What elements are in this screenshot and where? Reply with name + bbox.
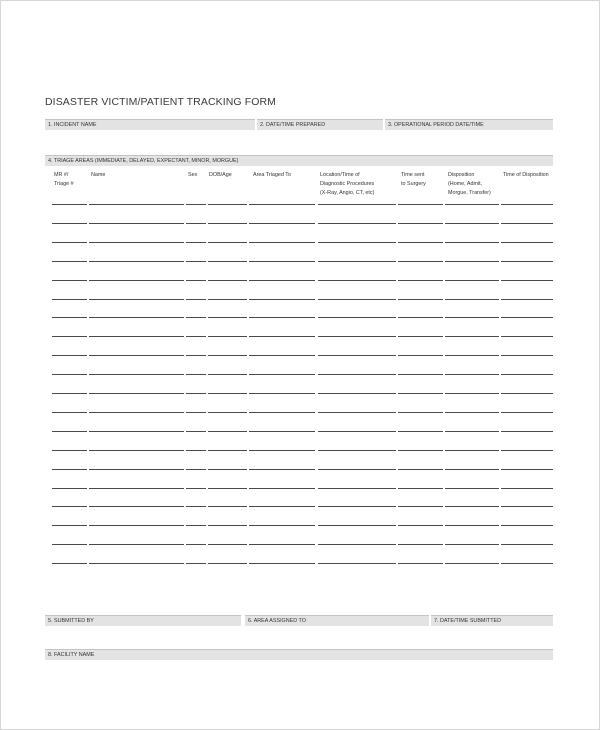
table-row-line[interactable] xyxy=(445,374,499,375)
column-header-time-sent-surgery xyxy=(401,171,426,189)
table-row-line[interactable] xyxy=(445,317,499,318)
table-row-line[interactable] xyxy=(89,299,184,300)
table-row-line[interactable] xyxy=(445,431,499,432)
table-row-line[interactable] xyxy=(445,355,499,356)
column-header-line: to Surgery xyxy=(401,181,426,187)
table-row-line[interactable] xyxy=(318,431,396,432)
table-row-line[interactable] xyxy=(52,544,87,545)
table-row-line[interactable] xyxy=(52,280,87,281)
table-row-line[interactable] xyxy=(186,374,206,375)
table-row-line[interactable] xyxy=(318,506,396,507)
table-row-line[interactable] xyxy=(249,336,315,337)
table-row-line[interactable] xyxy=(501,393,553,394)
table-row-line[interactable] xyxy=(186,242,206,243)
table-row-line[interactable] xyxy=(208,374,247,375)
table-row-line[interactable] xyxy=(318,242,396,243)
table-row-line[interactable] xyxy=(445,544,499,545)
table-row-line[interactable] xyxy=(501,223,553,224)
column-header-time-disposition xyxy=(503,171,549,180)
table-row-line[interactable] xyxy=(186,450,206,451)
table-row-line[interactable] xyxy=(398,469,443,470)
table-row-line[interactable] xyxy=(501,544,553,545)
table-row-line[interactable] xyxy=(398,242,443,243)
table-row-line[interactable] xyxy=(186,317,206,318)
table-row-line[interactable] xyxy=(249,317,315,318)
column-header-diagnostic-procedures xyxy=(320,171,374,198)
column-header-line: Disposition xyxy=(448,172,475,178)
table-row-line[interactable] xyxy=(398,488,443,489)
table-row-line[interactable] xyxy=(208,261,247,262)
table-row-line[interactable] xyxy=(186,525,206,526)
table-row-line[interactable] xyxy=(89,488,184,489)
column-header-line: Triage # xyxy=(54,181,74,187)
table-row-line[interactable] xyxy=(89,544,184,545)
table-row-line[interactable] xyxy=(398,355,443,356)
table-row-line[interactable] xyxy=(89,393,184,394)
operational-period-field[interactable]: 3. OPERATIONAL PERIOD DATE/TIME xyxy=(385,119,553,130)
table-row-line[interactable] xyxy=(52,393,87,394)
table-row-line[interactable] xyxy=(208,336,247,337)
table-row-line[interactable] xyxy=(318,563,396,564)
table-row-line[interactable] xyxy=(249,450,315,451)
facility-name-field[interactable]: 8. FACILITY NAME xyxy=(45,649,553,660)
table-row-line[interactable] xyxy=(501,317,553,318)
table-row-line[interactable] xyxy=(398,317,443,318)
table-row-line[interactable] xyxy=(249,431,315,432)
table-row-line[interactable] xyxy=(186,412,206,413)
column-header-mr-triage xyxy=(54,171,74,189)
table-row-line[interactable] xyxy=(398,336,443,337)
table-row-line[interactable] xyxy=(52,506,87,507)
table-row-line[interactable] xyxy=(249,223,315,224)
table-row-line[interactable] xyxy=(318,280,396,281)
table-row-line[interactable] xyxy=(52,317,87,318)
table-row-line[interactable] xyxy=(89,563,184,564)
table-row-line[interactable] xyxy=(52,469,87,470)
column-header-line: Time sent xyxy=(401,172,425,178)
table-row-line[interactable] xyxy=(318,393,396,394)
table-row-line[interactable] xyxy=(52,261,87,262)
table-row-line[interactable] xyxy=(208,525,247,526)
table-row-line[interactable] xyxy=(208,412,247,413)
column-header-line: (Home, Admit, xyxy=(448,181,483,187)
table-row-line[interactable] xyxy=(318,261,396,262)
table-row-line[interactable] xyxy=(445,469,499,470)
table-row-line[interactable] xyxy=(89,336,184,337)
table-row-line[interactable] xyxy=(445,280,499,281)
table-row-line[interactable] xyxy=(398,393,443,394)
date-time-submitted-field[interactable]: 7. DATE/TIME SUBMITTED xyxy=(431,615,553,626)
table-row-line[interactable] xyxy=(89,261,184,262)
table-row-line[interactable] xyxy=(249,204,315,205)
table-row-line[interactable] xyxy=(501,506,553,507)
triage-areas-bar: 4. TRIAGE AREAS (IMMEDIATE, DELAYED, EXPECTANT, MINOR, MORGUE) xyxy=(45,155,553,166)
table-row-line[interactable] xyxy=(186,261,206,262)
table-row-line[interactable] xyxy=(249,469,315,470)
table-row-line[interactable] xyxy=(52,242,87,243)
column-header-line: Area Triaged To xyxy=(253,172,291,178)
table-row-line[interactable] xyxy=(186,431,206,432)
area-assigned-to-field[interactable]: 6. AREA ASSIGNED TO xyxy=(245,615,429,626)
table-row-line[interactable] xyxy=(52,355,87,356)
table-row-line[interactable] xyxy=(186,469,206,470)
column-header-line: (X-Ray, Angio, CT, etc) xyxy=(320,190,375,196)
table-row-line[interactable] xyxy=(398,299,443,300)
table-row-line[interactable] xyxy=(398,374,443,375)
table-row-line[interactable] xyxy=(501,299,553,300)
table-row-line[interactable] xyxy=(398,412,443,413)
table-row-line[interactable] xyxy=(398,525,443,526)
table-row-line[interactable] xyxy=(208,223,247,224)
column-header-sex xyxy=(188,171,197,180)
table-row-line[interactable] xyxy=(398,506,443,507)
table-row-line[interactable] xyxy=(52,563,87,564)
table-row-line[interactable] xyxy=(186,299,206,300)
table-row-line[interactable] xyxy=(318,450,396,451)
column-header-line: Location/Time of xyxy=(320,172,360,178)
table-row-line[interactable] xyxy=(208,204,247,205)
table-row-line[interactable] xyxy=(249,506,315,507)
table-row-line[interactable] xyxy=(249,488,315,489)
table-row-line[interactable] xyxy=(249,299,315,300)
table-row-line[interactable] xyxy=(89,204,184,205)
table-row-line[interactable] xyxy=(208,393,247,394)
column-header-dob-age xyxy=(209,171,232,180)
table-row-line[interactable] xyxy=(89,412,184,413)
table-row-line[interactable] xyxy=(398,223,443,224)
table-row-line[interactable] xyxy=(52,336,87,337)
table-row-line[interactable] xyxy=(501,374,553,375)
table-row-line[interactable] xyxy=(208,563,247,564)
table-row-line[interactable] xyxy=(398,563,443,564)
table-row-line[interactable] xyxy=(89,525,184,526)
table-row-line[interactable] xyxy=(249,261,315,262)
table-row-line[interactable] xyxy=(249,544,315,545)
table-row-line[interactable] xyxy=(445,393,499,394)
table-row-line[interactable] xyxy=(445,563,499,564)
column-header-line: MR #/ xyxy=(54,172,69,178)
table-row-line[interactable] xyxy=(445,450,499,451)
table-row-line[interactable] xyxy=(186,563,206,564)
table-row-line[interactable] xyxy=(249,525,315,526)
table-row-line[interactable] xyxy=(186,223,206,224)
table-row-line[interactable] xyxy=(208,242,247,243)
table-row-line[interactable] xyxy=(208,431,247,432)
table-row-line[interactable] xyxy=(318,488,396,489)
table-row-line[interactable] xyxy=(89,374,184,375)
column-header-line: Sex xyxy=(188,172,198,178)
table-row-line[interactable] xyxy=(445,412,499,413)
table-row-line[interactable] xyxy=(186,336,206,337)
table-row-line[interactable] xyxy=(445,204,499,205)
column-header-line: Diagnostic Procedures xyxy=(320,181,375,187)
table-row-line[interactable] xyxy=(52,525,87,526)
table-row-line[interactable] xyxy=(501,488,553,489)
column-header-name xyxy=(91,171,105,180)
table-row-line[interactable] xyxy=(445,261,499,262)
table-row-line[interactable] xyxy=(89,469,184,470)
table-row-line[interactable] xyxy=(318,317,396,318)
table-row-line[interactable] xyxy=(398,431,443,432)
table-row-line[interactable] xyxy=(208,544,247,545)
table-row-line[interactable] xyxy=(318,204,396,205)
date-time-prepared-field[interactable]: 2. DATE/TIME PREPARED xyxy=(257,119,383,130)
table-row-line[interactable] xyxy=(186,488,206,489)
table-row-line[interactable] xyxy=(318,299,396,300)
table-row-line[interactable] xyxy=(52,431,87,432)
table-row-line[interactable] xyxy=(186,506,206,507)
table-row-line[interactable] xyxy=(208,355,247,356)
table-row-line[interactable] xyxy=(249,242,315,243)
table-row-line[interactable] xyxy=(501,280,553,281)
table-row-line[interactable] xyxy=(445,488,499,489)
table-row-line[interactable] xyxy=(52,204,87,205)
table-row-line[interactable] xyxy=(318,469,396,470)
table-row-line[interactable] xyxy=(501,469,553,470)
table-row-line[interactable] xyxy=(445,336,499,337)
table-row-line[interactable] xyxy=(89,280,184,281)
table-row-line[interactable] xyxy=(501,431,553,432)
table-row-line[interactable] xyxy=(318,544,396,545)
table-row-line[interactable] xyxy=(398,450,443,451)
column-header-area-triaged xyxy=(253,171,291,180)
table-row-line[interactable] xyxy=(208,280,247,281)
table-row-line[interactable] xyxy=(318,355,396,356)
table-row-line[interactable] xyxy=(52,299,87,300)
table-row-line[interactable] xyxy=(318,374,396,375)
table-row-line[interactable] xyxy=(249,355,315,356)
table-row-line[interactable] xyxy=(501,525,553,526)
table-row-line[interactable] xyxy=(398,261,443,262)
table-row-line[interactable] xyxy=(398,204,443,205)
table-row-line[interactable] xyxy=(186,544,206,545)
column-header-line: Time of Disposition xyxy=(503,172,549,178)
table-row-line[interactable] xyxy=(249,563,315,564)
table-row-line[interactable] xyxy=(52,374,87,375)
table-row-line[interactable] xyxy=(318,525,396,526)
table-row-line[interactable] xyxy=(208,299,247,300)
table-row-line[interactable] xyxy=(445,506,499,507)
table-row-line[interactable] xyxy=(208,469,247,470)
column-header-line: DOB/Age xyxy=(209,172,232,178)
table-row-line[interactable] xyxy=(89,317,184,318)
table-row-line[interactable] xyxy=(89,431,184,432)
table-row-line[interactable] xyxy=(318,336,396,337)
table-row-line[interactable] xyxy=(249,393,315,394)
table-row-line[interactable] xyxy=(445,299,499,300)
table-row-line[interactable] xyxy=(89,355,184,356)
table-row-line[interactable] xyxy=(208,488,247,489)
table-row-line[interactable] xyxy=(398,544,443,545)
table-row-line[interactable] xyxy=(89,450,184,451)
table-row-line[interactable] xyxy=(501,563,553,564)
column-header-disposition xyxy=(448,171,491,198)
table-row-line[interactable] xyxy=(89,242,184,243)
submitted-by-field[interactable]: 5. SUBMITTED BY xyxy=(45,615,241,626)
table-row-line[interactable] xyxy=(186,393,206,394)
table-row-line[interactable] xyxy=(52,488,87,489)
table-row-line[interactable] xyxy=(501,336,553,337)
table-row-line[interactable] xyxy=(249,374,315,375)
table-row-line[interactable] xyxy=(52,223,87,224)
table-row-line[interactable] xyxy=(501,242,553,243)
table-row-line[interactable] xyxy=(186,204,206,205)
table-row-line[interactable] xyxy=(445,525,499,526)
table-row-line[interactable] xyxy=(208,317,247,318)
table-row-line[interactable] xyxy=(501,450,553,451)
table-row-line[interactable] xyxy=(445,242,499,243)
table-row-line[interactable] xyxy=(318,223,396,224)
table-row-line[interactable] xyxy=(52,412,87,413)
table-row-line[interactable] xyxy=(186,280,206,281)
table-row-line[interactable] xyxy=(501,261,553,262)
table-row-line[interactable] xyxy=(318,412,396,413)
table-row-line[interactable] xyxy=(89,506,184,507)
table-row-line[interactable] xyxy=(501,355,553,356)
table-row-line[interactable] xyxy=(186,355,206,356)
table-row-line[interactable] xyxy=(249,412,315,413)
incident-name-field[interactable]: 1. INCIDENT NAME xyxy=(45,119,255,130)
table-row-line[interactable] xyxy=(249,280,315,281)
table-row-line[interactable] xyxy=(52,450,87,451)
table-row-line[interactable] xyxy=(501,412,553,413)
table-row-line[interactable] xyxy=(501,204,553,205)
table-row-line[interactable] xyxy=(445,223,499,224)
table-row-line[interactable] xyxy=(89,223,184,224)
form-title: DISASTER VICTIM/PATIENT TRACKING FORM xyxy=(45,96,277,108)
table-row-line[interactable] xyxy=(208,506,247,507)
column-header-line: Morgue, Transfer) xyxy=(448,190,491,196)
column-header-line: Name xyxy=(91,172,106,178)
table-row-line[interactable] xyxy=(208,450,247,451)
table-row-line[interactable] xyxy=(398,280,443,281)
